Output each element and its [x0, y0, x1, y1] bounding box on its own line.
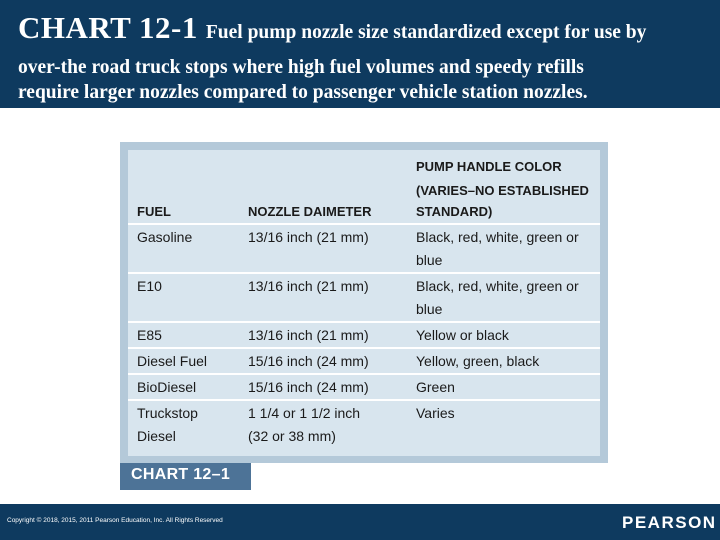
cell-nozzle: 1 1/4 or 1 1/2 inch — [248, 405, 361, 421]
cell-fuel: Truckstop — [137, 405, 198, 421]
cell-color: blue — [416, 252, 443, 268]
cell-color: Black, red, white, green or — [416, 229, 579, 245]
cell-nozzle: 13/16 inch (21 mm) — [248, 229, 369, 245]
cell-color: blue — [416, 301, 443, 317]
row-divider — [128, 347, 600, 349]
chart-tab-label: CHART 12–1 — [131, 466, 231, 483]
footer-bar — [0, 504, 720, 540]
header-banner — [0, 0, 720, 108]
cell-nozzle: 15/16 inch (24 mm) — [248, 353, 369, 369]
cell-color: Varies — [416, 405, 455, 421]
caption-line-2: over-the road truck stops where high fuel volumes and speedy refills — [18, 57, 584, 78]
cell-nozzle: (32 or 38 mm) — [248, 428, 336, 444]
publisher-logo: PEARSON — [622, 513, 717, 532]
header-nozzle-diameter: NOZZLE DAIMETER — [248, 204, 372, 219]
chart-number: CHART 12-1 — [18, 10, 198, 45]
caption-line-3: require larger nozzles compared to passenger vehicle station nozzles. — [18, 82, 588, 103]
cell-fuel: Diesel Fuel — [137, 353, 208, 369]
cell-color: Yellow or black — [416, 327, 509, 343]
cell-fuel: BioDiesel — [137, 379, 197, 395]
cell-color: Green — [416, 379, 455, 395]
row-divider — [128, 373, 600, 375]
chart-title-text: Fuel pump nozzle size standardized except for use by — [205, 22, 647, 43]
cell-fuel: Diesel — [137, 428, 176, 444]
copyright-text: Copyright © 2018, 2015, 2011 Pearson Education, Inc. All Rights Reserved — [7, 517, 223, 524]
cell-fuel: E85 — [137, 327, 162, 343]
header-pump-color-line2: (VARIES–NO ESTABLISHED — [416, 183, 589, 198]
header-pump-color-line1: PUMP HANDLE COLOR — [416, 159, 562, 174]
chart-tab — [120, 463, 251, 490]
header-divider — [128, 223, 600, 225]
cell-fuel: Gasoline — [137, 229, 193, 245]
cell-nozzle: 13/16 inch (21 mm) — [248, 278, 369, 294]
row-divider — [128, 321, 600, 323]
cell-nozzle: 13/16 inch (21 mm) — [248, 327, 369, 343]
chart-title — [18, 10, 718, 46]
fuel-nozzle-table — [120, 142, 608, 483]
cell-color: Yellow, green, black — [416, 353, 540, 369]
header-pump-color-line3: STANDARD) — [416, 204, 493, 219]
cell-nozzle: 15/16 inch (24 mm) — [248, 379, 369, 395]
header-fuel: FUEL — [137, 204, 171, 219]
cell-fuel: E10 — [137, 278, 162, 294]
row-divider — [128, 272, 600, 274]
cell-color: Black, red, white, green or — [416, 278, 579, 294]
row-divider — [128, 399, 600, 401]
table-body — [128, 150, 600, 456]
